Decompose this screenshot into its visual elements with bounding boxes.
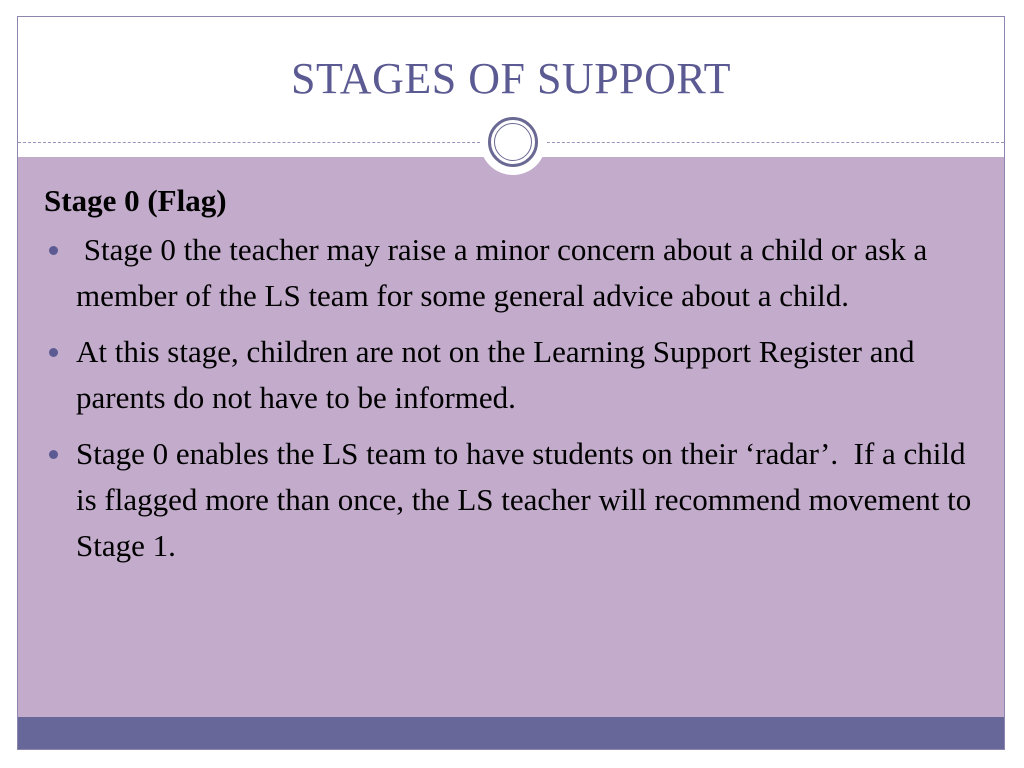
slide-content: [44, 181, 984, 579]
slide-title: STAGES OF SUPPORT: [290, 54, 731, 103]
bullet-item: [44, 329, 984, 421]
bullet-dot-icon: [49, 450, 58, 459]
bullet-list: [44, 227, 984, 569]
bullet-dot-icon: [49, 348, 58, 357]
bullet-dot-icon: [49, 246, 58, 255]
bullet-item: [44, 431, 984, 569]
slide: [17, 16, 1005, 750]
bullet-text: Stage 0 the teacher may raise a minor concern about a child or ask a member of the LS team for some general advice about a child.: [76, 232, 936, 313]
bullet-text: Stage 0 enables the LS team to have students on their ‘radar’. If a child is flagged more than once, the LS teacher will recommend movement to Stage 1.: [76, 436, 980, 563]
bullet-item: [44, 227, 984, 319]
bullet-text: At this stage, children are not on the Learning Support Register and parents do not have to be informed.: [76, 334, 923, 415]
ornament-inner-circle-icon: [494, 123, 532, 161]
section-heading: Stage 0 (Flag): [44, 183, 227, 218]
footer-bar: [18, 717, 1004, 749]
